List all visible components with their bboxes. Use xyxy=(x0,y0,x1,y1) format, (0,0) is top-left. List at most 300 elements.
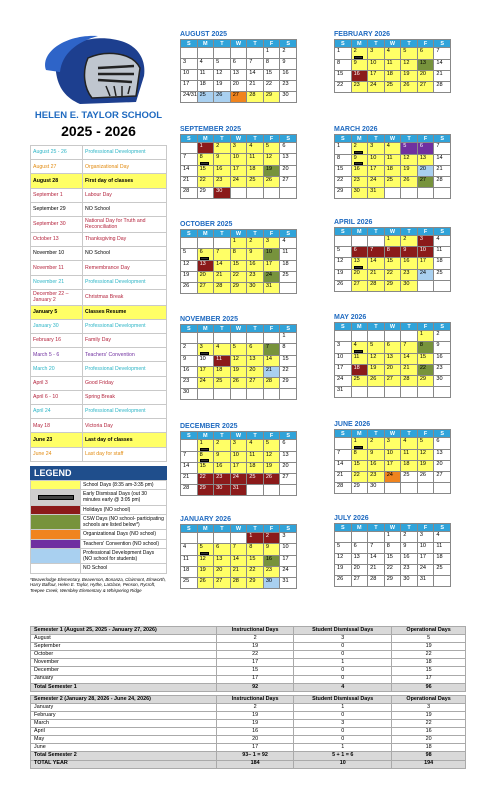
week-row xyxy=(335,48,451,60)
day-number: 24 xyxy=(232,474,239,481)
day-number: 10 xyxy=(282,544,289,550)
day-number: 5 xyxy=(370,342,374,348)
day-number: 30 xyxy=(282,92,289,98)
event-name: Family Day xyxy=(83,334,167,348)
day-number: 15 xyxy=(282,355,289,362)
legend-row xyxy=(31,505,167,514)
day-number: 29 xyxy=(386,576,393,582)
day-number: 11 xyxy=(386,59,393,66)
summary-cell: 15 xyxy=(392,667,466,675)
day-cell xyxy=(335,81,352,92)
week-row xyxy=(335,236,451,247)
day-number: 14 xyxy=(436,154,443,161)
month-calendar xyxy=(180,315,297,400)
day-number: 10 xyxy=(232,154,239,160)
weekday-label: S xyxy=(280,135,297,143)
day-number: 6 xyxy=(199,249,203,255)
school-logo xyxy=(30,30,167,108)
day-cell xyxy=(401,70,418,81)
day-cell xyxy=(351,438,368,450)
day-cell xyxy=(263,577,280,588)
summary-cell: 98 xyxy=(392,752,466,760)
event-row xyxy=(31,174,167,188)
day-number: 8 xyxy=(265,59,269,65)
day-number: 14 xyxy=(403,353,410,360)
day-number: 14 xyxy=(265,355,273,362)
day-cell xyxy=(384,386,401,397)
month-table xyxy=(180,39,297,103)
day-cell xyxy=(247,333,264,344)
weekday-header-row xyxy=(181,325,297,333)
day-number: 29 xyxy=(232,282,239,289)
day-number: 17 xyxy=(183,81,190,87)
day-number: 13 xyxy=(282,154,289,160)
weekday-header-row xyxy=(335,228,451,236)
event-date: September 1 xyxy=(31,188,83,202)
day-cell xyxy=(434,353,451,364)
day-cell xyxy=(417,70,434,81)
day-number: 24 xyxy=(386,471,393,478)
day-cell xyxy=(417,353,434,364)
day-cell xyxy=(214,474,231,485)
day-number: 10 xyxy=(419,247,427,253)
day-cell xyxy=(247,282,264,293)
day-number: 28 xyxy=(337,482,344,489)
day-number: 15 xyxy=(419,353,427,360)
day-cell xyxy=(368,236,385,247)
day-number: 22 xyxy=(386,269,393,276)
day-cell xyxy=(434,331,451,342)
day-number: 4 xyxy=(386,48,390,54)
event-date: May 18 xyxy=(31,419,83,433)
legend-label: NO School xyxy=(81,564,167,573)
day-cell xyxy=(263,70,280,81)
day-number: 18 xyxy=(199,81,206,87)
day-cell xyxy=(214,366,231,377)
day-cell xyxy=(335,449,352,460)
day-cell xyxy=(434,280,451,291)
summary-cell: 3 xyxy=(294,635,392,643)
summary-cell: 5 xyxy=(392,635,466,643)
day-cell xyxy=(280,48,297,59)
day-number: 9 xyxy=(183,355,187,362)
day-number: 7 xyxy=(265,344,269,350)
day-cell xyxy=(263,249,280,261)
day-cell xyxy=(214,377,231,388)
day-number: 25 xyxy=(436,565,443,571)
day-cell xyxy=(197,533,214,544)
week-row xyxy=(335,576,451,587)
summary-cell: January xyxy=(31,675,217,683)
day-number: 28 xyxy=(370,280,377,287)
day-number: 26 xyxy=(337,576,344,582)
day-cell xyxy=(263,366,280,377)
day-number: 23 xyxy=(370,471,377,478)
day-cell xyxy=(384,460,401,471)
day-cell xyxy=(181,238,198,249)
school-name: HELEN E. TAYLOR SCHOOL xyxy=(34,110,163,121)
day-cell xyxy=(401,48,418,60)
day-cell xyxy=(247,187,264,198)
week-row xyxy=(335,438,451,450)
event-name: Thanksgiving Day xyxy=(83,232,167,246)
day-number: 12 xyxy=(370,353,377,360)
day-number: 2 xyxy=(183,344,187,350)
day-number: 18 xyxy=(386,70,393,77)
day-number: 29 xyxy=(199,187,206,194)
day-cell xyxy=(214,344,231,356)
summary-cell: 17 xyxy=(217,744,294,752)
month-calendar xyxy=(334,514,451,587)
weekday-label: S xyxy=(181,135,198,143)
week-row xyxy=(181,577,297,588)
day-number: 3 xyxy=(419,532,423,538)
day-cell xyxy=(335,532,352,543)
month-title: NOVEMBER 2025 xyxy=(180,316,238,323)
day-number: 5 xyxy=(232,344,236,350)
day-cell xyxy=(230,165,247,176)
day-number: 13 xyxy=(419,154,427,161)
weekday-header-row xyxy=(181,525,297,533)
day-cell xyxy=(434,532,451,543)
day-cell xyxy=(368,375,385,386)
day-cell xyxy=(230,282,247,293)
day-number: 8 xyxy=(199,154,203,160)
event-row xyxy=(31,447,167,461)
day-number: 7 xyxy=(216,249,220,255)
weekday-label: M xyxy=(351,524,368,532)
day-cell xyxy=(417,364,434,375)
day-number: 25 xyxy=(282,271,289,278)
month-calendar xyxy=(334,125,451,199)
summary-cell: 19 xyxy=(217,711,294,719)
day-number: 13 xyxy=(282,451,289,458)
day-number: 31 xyxy=(419,576,427,582)
day-number: 30 xyxy=(265,577,273,584)
day-cell xyxy=(263,187,280,198)
event-name: First day of classes xyxy=(83,174,167,188)
day-number: 13 xyxy=(249,355,256,362)
day-cell xyxy=(417,342,434,354)
week-row xyxy=(181,249,297,261)
day-cell xyxy=(335,331,352,342)
day-cell xyxy=(434,247,451,258)
legend-swatch xyxy=(31,505,81,514)
event-date: April 3 xyxy=(31,376,83,390)
day-cell xyxy=(351,269,368,280)
day-number: 16 xyxy=(249,260,256,267)
day-cell xyxy=(197,355,214,366)
day-number: 8 xyxy=(386,247,390,253)
event-date: January 5 xyxy=(31,305,83,319)
weekday-header-row xyxy=(335,40,451,48)
day-number: 25 xyxy=(386,177,393,184)
knight-helmet-icon xyxy=(36,32,160,108)
event-date: August 25 - 26 xyxy=(31,146,83,160)
summary-row xyxy=(31,643,466,651)
event-row xyxy=(31,348,167,362)
day-cell xyxy=(384,177,401,188)
event-date: September 29 xyxy=(31,202,83,216)
day-cell xyxy=(368,59,385,70)
week-row xyxy=(181,282,297,293)
day-number: 1 xyxy=(265,48,269,54)
day-number: 4 xyxy=(353,342,357,348)
day-cell xyxy=(401,482,418,493)
day-number: 26 xyxy=(337,280,344,287)
summary-row xyxy=(31,675,466,683)
week-row xyxy=(181,544,297,556)
day-number: 26 xyxy=(216,92,223,98)
month-title: OCTOBER 2025 xyxy=(180,221,233,228)
day-number: 6 xyxy=(386,342,390,348)
day-cell xyxy=(384,482,401,493)
day-cell xyxy=(197,344,214,356)
summary-year-total-row xyxy=(31,760,466,768)
day-number: 16 xyxy=(353,70,360,77)
day-number: 26 xyxy=(265,474,273,481)
day-number: 28 xyxy=(436,177,443,184)
day-cell xyxy=(384,364,401,375)
event-name: Last day of classes xyxy=(83,433,167,447)
day-cell xyxy=(263,566,280,577)
day-number: 27 xyxy=(419,177,427,184)
day-number: 6 xyxy=(353,543,357,549)
day-cell xyxy=(230,48,247,59)
day-number: 11 xyxy=(249,451,256,458)
summary-row xyxy=(31,651,466,659)
day-cell xyxy=(247,388,264,399)
day-cell xyxy=(263,48,280,59)
weekday-header-row xyxy=(335,323,451,331)
day-cell xyxy=(384,375,401,386)
day-cell xyxy=(214,238,231,249)
day-number: 13 xyxy=(436,449,443,456)
day-number: 16 xyxy=(216,463,223,470)
day-number: 26 xyxy=(403,81,410,88)
day-number: 17 xyxy=(419,258,427,264)
day-cell xyxy=(417,482,434,493)
day-number: 11 xyxy=(249,154,256,160)
day-number: 7 xyxy=(436,143,440,149)
day-cell xyxy=(181,355,198,366)
day-cell xyxy=(214,187,231,198)
day-cell xyxy=(181,474,198,485)
day-cell xyxy=(351,247,368,258)
day-number: 11 xyxy=(436,247,443,253)
event-row xyxy=(31,202,167,216)
day-number: 7 xyxy=(183,451,187,458)
weekday-label: T xyxy=(247,525,264,533)
day-number: 7 xyxy=(370,543,374,549)
day-number: 22 xyxy=(353,471,360,478)
summary-cell: Student Dismissal Days xyxy=(294,627,392,635)
summary-total-row xyxy=(31,683,466,691)
day-number: 24/31 xyxy=(183,92,197,98)
day-cell xyxy=(417,81,434,92)
event-date: November 11 xyxy=(31,261,83,275)
day-cell xyxy=(368,247,385,258)
day-number: 12 xyxy=(419,449,427,456)
day-number: 19 xyxy=(199,566,206,573)
day-number: 24 xyxy=(232,176,239,183)
day-number: 2 xyxy=(216,440,220,446)
event-date: January 30 xyxy=(31,319,83,333)
day-number: 3 xyxy=(419,236,423,242)
day-number: 12 xyxy=(265,154,273,160)
day-number: 5 xyxy=(265,143,269,149)
day-cell xyxy=(197,451,214,463)
day-cell xyxy=(384,353,401,364)
day-cell xyxy=(263,474,280,485)
day-cell xyxy=(197,143,214,154)
day-cell xyxy=(434,81,451,92)
legend-swatch xyxy=(31,530,81,539)
weekday-label: T xyxy=(247,325,264,333)
day-cell xyxy=(214,355,231,366)
day-cell xyxy=(434,471,451,482)
weekday-label: S xyxy=(280,325,297,333)
day-cell xyxy=(368,166,385,177)
day-number: 4 xyxy=(249,440,253,446)
day-number: 2 xyxy=(403,236,407,242)
weekday-label: T xyxy=(247,135,264,143)
weekday-label: S xyxy=(335,430,352,438)
day-number: 30 xyxy=(403,576,410,582)
day-number: 16 xyxy=(403,554,410,560)
day-number: 9 xyxy=(282,59,286,65)
day-number: 13 xyxy=(419,59,427,66)
summary-cell: Operational Days xyxy=(392,627,466,635)
day-cell xyxy=(368,269,385,280)
week-row xyxy=(335,471,451,482)
day-number: 19 xyxy=(370,364,377,371)
day-cell xyxy=(335,375,352,386)
day-number: 14 xyxy=(183,463,190,470)
day-number: 27 xyxy=(199,282,206,289)
day-number: 19 xyxy=(216,81,223,87)
event-row xyxy=(31,261,167,275)
day-cell xyxy=(401,532,418,543)
day-cell xyxy=(247,440,264,452)
day-cell xyxy=(434,236,451,247)
summary-cell: 0 xyxy=(294,651,392,659)
day-number: 8 xyxy=(282,344,286,350)
day-cell xyxy=(417,386,434,397)
legend-label: Teachers' Convention (NO school) xyxy=(81,539,167,548)
summary-cell: 19 xyxy=(392,643,466,651)
month-calendar xyxy=(334,218,451,292)
event-row xyxy=(31,390,167,404)
summary-cell: June xyxy=(31,744,217,752)
day-number: 1 xyxy=(199,440,203,446)
day-number: 16 xyxy=(353,166,360,173)
day-cell xyxy=(368,258,385,270)
day-number: 19 xyxy=(183,271,190,278)
day-cell xyxy=(197,59,214,70)
day-cell xyxy=(280,485,297,496)
day-cell xyxy=(335,576,352,587)
day-number: 27 xyxy=(436,471,443,478)
day-cell xyxy=(247,366,264,377)
weekday-label: T xyxy=(401,323,418,331)
month-table xyxy=(334,523,451,587)
day-cell xyxy=(230,440,247,452)
month-table xyxy=(334,134,451,199)
day-number: 22 xyxy=(337,177,344,184)
event-date: April 24 xyxy=(31,405,83,419)
day-cell xyxy=(368,449,385,460)
weekday-label: T xyxy=(401,40,418,48)
day-number: 11 xyxy=(386,154,393,161)
day-cell xyxy=(197,388,214,399)
summary-cell: 3 xyxy=(392,703,466,711)
day-cell xyxy=(368,543,385,554)
day-number: 7 xyxy=(403,342,407,348)
weekday-label: S xyxy=(434,135,451,143)
day-cell xyxy=(181,566,198,577)
summary-cell: 22 xyxy=(217,651,294,659)
week-row xyxy=(335,449,451,460)
week-row xyxy=(181,377,297,388)
week-row xyxy=(335,269,451,280)
event-name: Organizational Day xyxy=(83,160,167,174)
day-cell xyxy=(197,366,214,377)
weekday-label: M xyxy=(351,40,368,48)
legend-title: LEGEND xyxy=(30,466,167,480)
day-cell xyxy=(401,364,418,375)
day-cell xyxy=(368,482,385,493)
day-cell xyxy=(247,566,264,577)
day-cell xyxy=(401,353,418,364)
day-cell xyxy=(335,482,352,493)
day-number: 27 xyxy=(353,576,360,582)
day-cell xyxy=(401,258,418,270)
event-row xyxy=(31,188,167,202)
day-cell xyxy=(247,70,264,81)
day-number: 30 xyxy=(403,280,410,287)
legend-row xyxy=(31,490,167,506)
summary-cell: 0 xyxy=(294,711,392,719)
day-cell xyxy=(351,166,368,177)
day-cell xyxy=(214,577,231,588)
day-cell xyxy=(351,576,368,587)
day-number: 25 xyxy=(403,471,410,478)
day-cell xyxy=(335,565,352,576)
day-cell xyxy=(181,154,198,166)
event-name: Spring Break xyxy=(83,390,167,404)
day-number: 8 xyxy=(353,449,357,456)
summary-cell: 15 xyxy=(217,667,294,675)
weekday-label: W xyxy=(230,40,247,48)
day-cell xyxy=(230,154,247,166)
day-number: 21 xyxy=(183,474,190,481)
day-cell xyxy=(434,375,451,386)
event-row xyxy=(31,419,167,433)
summary-cell: Total Semester 2 xyxy=(31,752,217,760)
weekday-label: W xyxy=(384,40,401,48)
day-number: 29 xyxy=(419,375,427,382)
day-cell xyxy=(263,440,280,452)
day-number: 16 xyxy=(370,460,377,467)
day-cell xyxy=(434,188,451,199)
event-row xyxy=(31,376,167,390)
day-cell xyxy=(280,333,297,344)
day-cell xyxy=(263,555,280,566)
summary-cell: 22 xyxy=(392,651,466,659)
day-cell xyxy=(368,554,385,565)
summary-cell: Semester 1 (August 25, 2025 - January 27, 2026) xyxy=(31,627,217,635)
